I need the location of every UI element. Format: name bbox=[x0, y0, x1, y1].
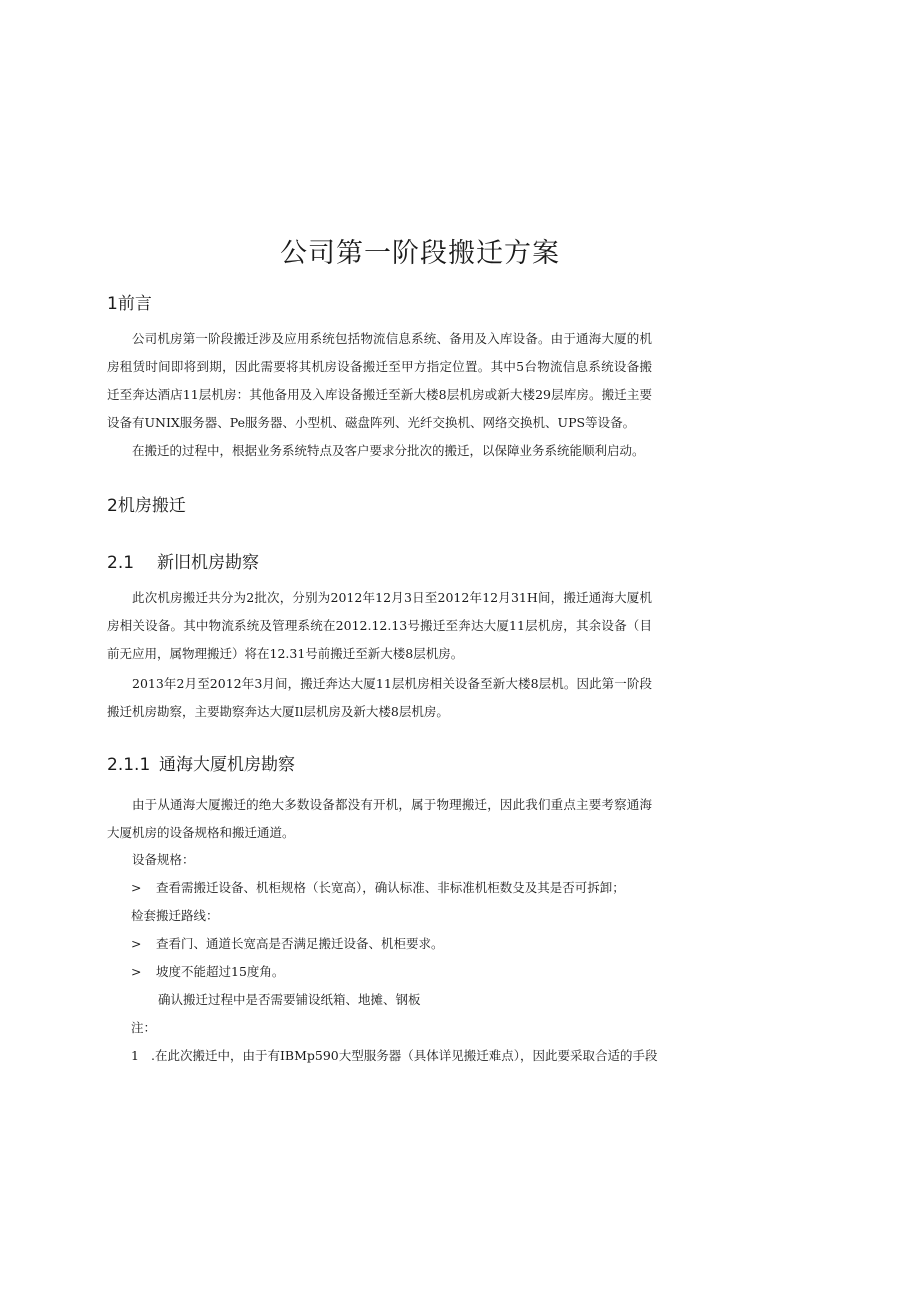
section-1-paragraph-1: 公司机房第一阶段搬迁涉及应用系统包括物流信息系统、备用及入库设备。由于通海大厦的机房租赁时间即将到期，因此需要将其机房设备搬迁至甲方指定位置。其中5台物流信息系统设备搬迁至奔达酒店11层机房：其他备用及入库设备搬迁至新大楼8层机房或新大楼29层库房。搬迁主要设备有UNIX服务器、Pe服务器、小型机、磁盘阵列、光纤交换机、网络交换机、UPS等设备。 bbox=[107, 331, 652, 430]
route-label: 检套搬迁路线： bbox=[131, 908, 219, 923]
document-title: 公司第一阶段搬迁方案 bbox=[280, 238, 560, 269]
section-2-1-number: 2.1 bbox=[107, 553, 135, 573]
section-2-1-heading bbox=[107, 548, 259, 573]
bullet-arrow-icon: > bbox=[131, 964, 142, 979]
bullet-arrow-icon: > bbox=[131, 936, 142, 951]
section-2-heading: 2机房搬迁 bbox=[107, 496, 186, 516]
section-2-1-1-paragraph-1: 由于从通海大厦搬迁的绝大多数设备都没有开机，属于物理搬迁，因此我们重点主要考察通海大厦机房的设备规格和搬迁通道。 bbox=[107, 797, 652, 840]
bullet-arrow-icon: > bbox=[131, 880, 142, 895]
route-note: 确认搬迁过程中是否需要铺设纸箱、地摊、钢板 bbox=[158, 992, 421, 1007]
section-1-paragraph-2: 在搬迁的过程中，根据业务系统特点及客户要求分批次的搬迁，以保障业务系统能顺利启动。 bbox=[132, 443, 645, 458]
section-1-heading: 1前言 bbox=[107, 294, 152, 314]
note-number: 1 bbox=[131, 1048, 139, 1063]
route-item-text: 坡度不能超过15度角。 bbox=[156, 964, 285, 979]
spec-item-text: 查看需搬迁设备、机柜规格（长宽高），确认标准、非标准机柜数殳及其是否可拆卸； bbox=[156, 880, 625, 895]
route-bullet-item bbox=[131, 934, 444, 954]
section-2-1-1-title: 通海大厦机房勘察 bbox=[159, 755, 295, 775]
spec-bullet-item bbox=[131, 878, 625, 898]
note-text: .在此次搬迁中，由于有IBMp590大型服务器（具体详见搬迁难点），因此要采取合适的手段 bbox=[151, 1048, 658, 1063]
section-2-1-1-heading bbox=[107, 750, 295, 775]
section-2-1-1-number: 2.1.1 bbox=[107, 755, 151, 775]
note-item bbox=[131, 1046, 658, 1066]
route-bullet-item bbox=[131, 962, 284, 982]
route-item-text: 查看门、通道长宽高是否满足搬迁设备、机柜要求。 bbox=[156, 936, 444, 951]
section-2-1-paragraph-2: 2013年2月至2012年3月间，搬迁奔达大厦11层机房相关设备至新大楼8层机。因此第一阶段搬迁机房勘察，主要勘察奔达大厦Il层机房及新大楼8层机房。 bbox=[107, 676, 652, 719]
note-label: 注： bbox=[131, 1020, 157, 1035]
spec-label: 设备规格： bbox=[132, 852, 195, 867]
section-2-1-paragraph-1: 此次机房搬迁共分为2批次，分别为2012年12月3日至2012年12月31H间，搬迁通海大厦机房相关设备。其中物流系统及管理系统在2012.12.13号搬迁至奔达大厦11层机房，其余设备（目前无应用，属物理搬迁）将在12.31号前搬迁至新大楼8层机房。 bbox=[107, 590, 652, 661]
section-2-1-title: 新旧机房勘察 bbox=[157, 553, 259, 573]
